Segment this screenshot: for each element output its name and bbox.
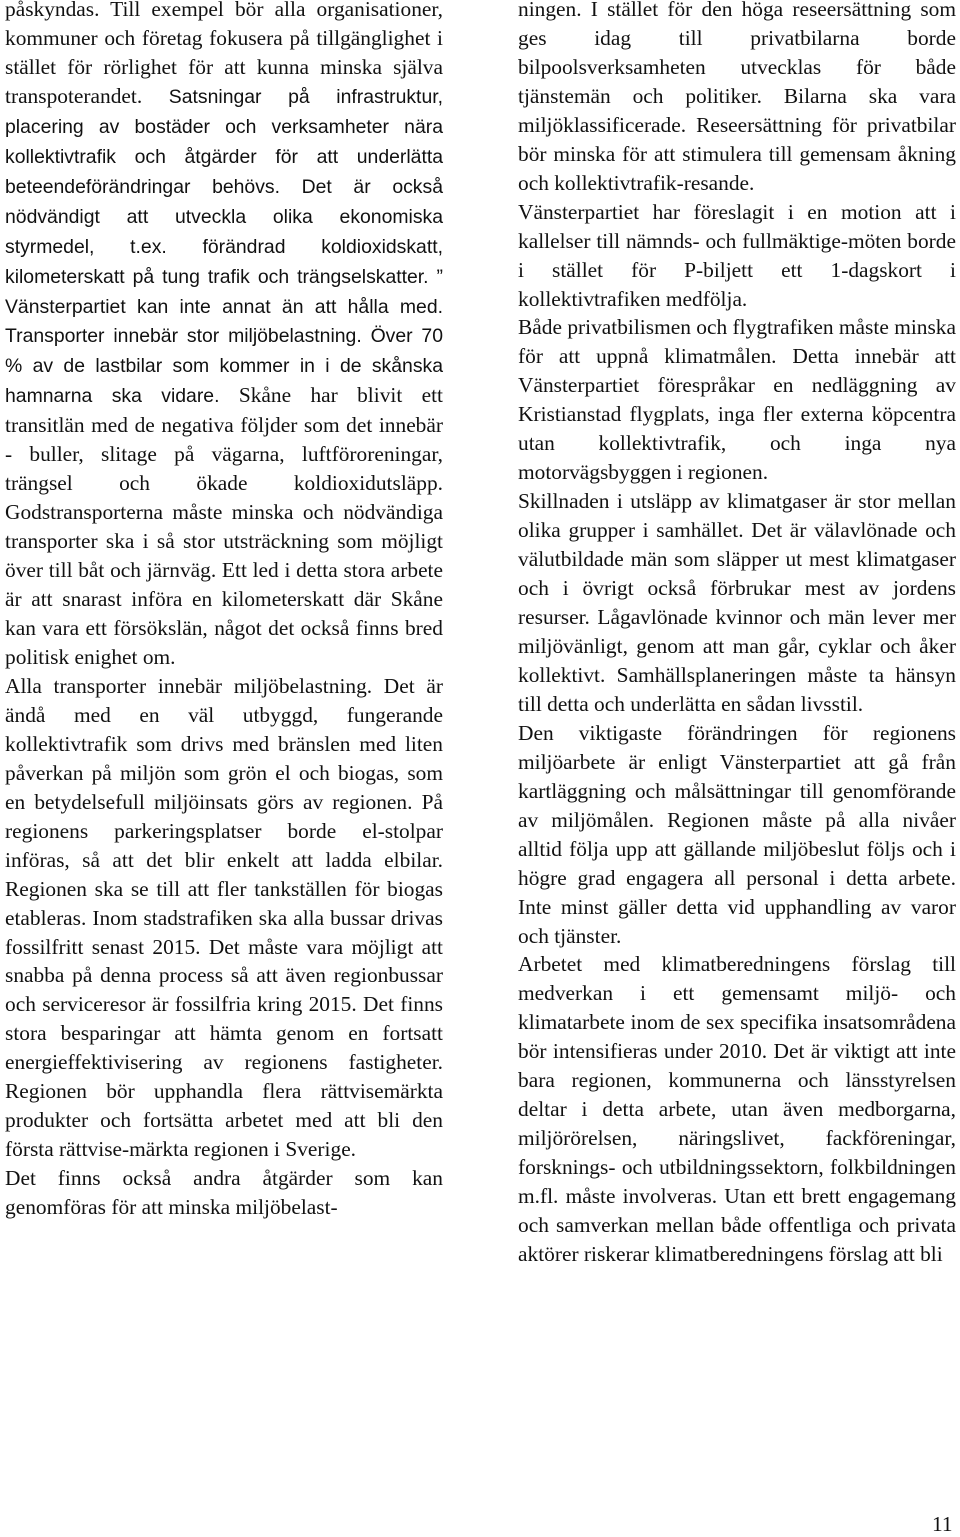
paragraph: ningen. I stället för den höga reseersättning som ges idag till privatbilarna borde bilpoolsverksamheten utvecklas för både tjänstemän och politiker. Bilarna ska vara miljöklassificerade. Reseersättning för privatbilar bör minska för att stimulera till gemensam åkning och kollektivtrafik-resande. — [518, 0, 956, 195]
right-column — [518, 0, 956, 1269]
text-run: Transporter innebär stor miljöbelastning. — [5, 325, 362, 348]
paragraph: Alla transporter innebär miljöbelastning. Det är ändå med en väl utbyggd, fungerande kollektivtrafik som drivs med bränslen med liten påverkan på miljön som grön el och biogas, som en betydelsefull miljöinsats görs av regionen. På regionens parkeringsplatser borde el-stolpar införas, så att det blir enkelt att ladda elbilar. Regionen ska se till att fler tankställen för biogas etableras. Inom stadstrafiken ska alla bussar drivas fossilfritt senast 2015. Det måste vara möjligt att snabba på denna process så att även regionbussar och serviceresor är fossilfria kring 2015. Det finns stora besparingar att hämta genom en fortsatt energieffektivisering av regionens fastigheter. Regionen bör upphandla flera rättvisemärkta produkter och fortsätta arbetet med att bli den första rättvise-märkta regionen i Sverige. — [5, 673, 443, 1162]
paragraph: Arbetet med klimatberedningens förslag till medverkan i ett gemensamt miljö- och klimatarbete inom de sex specifika insatsområdena bör intensifieras under 2010. Det är viktigt att inte bara regionen, kommunerna och länsstyrelsen deltar i detta arbete, utan även medborgarna, miljörörelsen, näringslivet, fackföreningar, forsknings- och utbildningssektorn, folkbildningen m.fl. måste involveras. Utan ett brett engagemang och samverkan mellan både offentliga och privata aktörer riskerar klimatberedningens förslag att bli — [518, 952, 956, 1266]
paragraph: Skillnaden i utsläpp av klimatgaser är stor mellan olika grupper i samhället. Det är välavlönade och välutbildade män som släpper ut mest klimatgaser och i övrigt också förbrukar mest av jordens resurser. Lågavlönade kvinnor och män lever mer miljövänligt, genom att man går, cyklar och åker kollektivt. Samhällsplaneringen måste ta hänsyn till detta och underlätta en sådan livsstil. — [518, 489, 956, 716]
text-run: påskyndas. Till exempel bör alla organisationer, kommuner och företag fokusera på tillgänglighet i stället för rörlighet för att kunna minska själva transpoterandet. — [5, 0, 443, 108]
paragraph: Den viktigaste förändringen för regionens miljöarbete är enligt Vänsterpartiet att gå från kartläggning och målsättningar till genomförande av miljömålen. Regionen måste på alla nivåer alltid följa upp att gällande miljöbeslut följs och i högre grad engagera all personal i detta arbete. Inte minst gäller detta vid upphandling av varor och tjänster. — [518, 720, 956, 948]
text-run: Över 70 % av de lastbilar som kommer in i de skånska hamnarna ska vidare. — [5, 325, 444, 408]
text-run: Satsningar på infrastruktur, placering av bostäder och verksamheter nära kollektivtrafik och åtgärder för att underlätta beteendeförändringar behövs. — [5, 85, 443, 198]
text-run: Skåne har blivit ett transitlän med de negativa följder som det innebär - buller, slitage på vägarna, luftföroreningar, trängsel och ökade koldioxidutsläpp. Godstransporterna måste minska och nödvändiga transporter ska i så stor utsträckning som möjligt över till båt och järnväg. Ett led i detta stora arbete är att snarast införa en kilometerskatt där Skåne kan vara ett försökslän, något det också finns bred politisk enighet om. — [5, 383, 443, 669]
text-run: Det är också nödvändigt att utveckla olika ekonomiska styrmedel, t.ex. — [5, 175, 443, 258]
paragraph: Det finns också andra åtgärder som kan genomföras för att minska miljöbelast- — [5, 1166, 443, 1220]
text-run: förändrad koldioxidskatt, kilometerskatt på tung trafik och trängselskatter. — [5, 235, 443, 288]
text-run: ” Vänsterpartiet kan inte annat än att hålla med. — [5, 265, 443, 318]
paragraph: Både privatbilismen och flygtrafiken måste minska för att uppnå klimatmålen. Detta innebär att Vänsterpartiet förespråkar en nedläggning av Kristianstad flygplats, inga fler externa köpcentra utan kollektivtrafik, och inga nya motorvägsbyggen i regionen. — [518, 315, 956, 485]
page-number: 11 — [932, 1512, 953, 1536]
paragraph — [5, 0, 443, 672]
left-column — [5, 0, 443, 1222]
paragraph: Vänsterpartiet har föreslagit i en motion att i kallelser till nämnds- och fullmäktige-möten borde i stället för P-biljett ett 1-dagskort i kollektivtrafiken medfölja. — [518, 199, 956, 311]
